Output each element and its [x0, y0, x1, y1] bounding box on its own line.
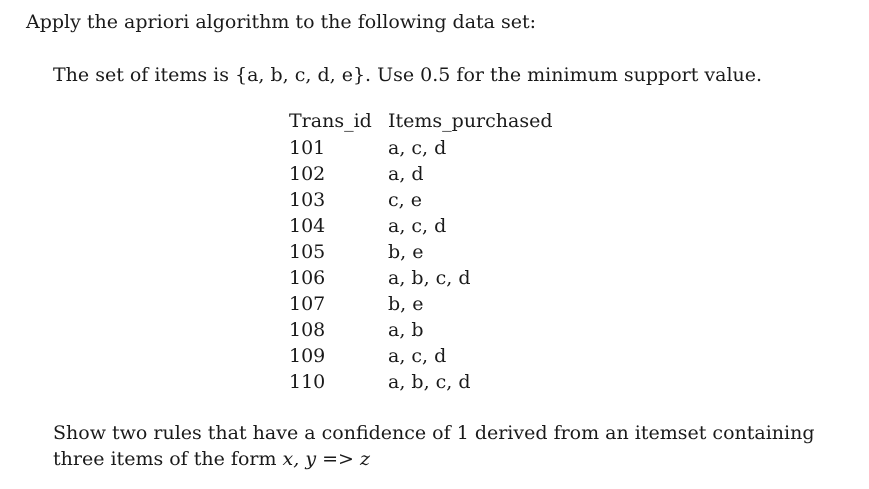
- page-title: Apply the apriori algorithm to the following data set:: [26, 11, 537, 33]
- column-header-trans-id: Trans_id: [289, 110, 372, 132]
- trans-id-cell: 109: [289, 345, 326, 367]
- question-body: Show two rules that have a confidence of 1 derived from an itemset containing three items of the form: [53, 422, 815, 470]
- table-row: [289, 343, 589, 369]
- trans-id-cell: 110: [289, 371, 326, 393]
- items-cell: a, b, c, d: [388, 267, 471, 289]
- items-cell: a, b, c, d: [388, 371, 471, 393]
- table-row: [289, 187, 589, 213]
- items-cell: b, e: [388, 293, 424, 315]
- items-cell: c, e: [388, 189, 422, 211]
- items-cell: a, c, d: [388, 345, 447, 367]
- items-cell: a, d: [388, 163, 424, 185]
- question-text: [53, 420, 843, 472]
- table-row: [289, 291, 589, 317]
- trans-id-cell: 102: [289, 163, 326, 185]
- table-row: [289, 317, 589, 343]
- table-row: [289, 213, 589, 239]
- table-row: [289, 135, 589, 161]
- table-row: [289, 161, 589, 187]
- items-cell: a, c, d: [388, 215, 447, 237]
- trans-id-cell: 103: [289, 189, 326, 211]
- trans-id-cell: 106: [289, 267, 326, 289]
- table-row: [289, 369, 589, 395]
- rule-formula: x, y => z: [282, 448, 370, 470]
- column-header-items-purchased: Items_purchased: [388, 110, 553, 132]
- table-row: [289, 239, 589, 265]
- trans-id-cell: 101: [289, 137, 326, 159]
- trans-id-cell: 108: [289, 319, 326, 341]
- items-cell: a, c, d: [388, 137, 447, 159]
- intro-text: The set of items is {a, b, c, d, e}. Use 0.5 for the minimum support value.: [53, 64, 763, 86]
- trans-id-cell: 105: [289, 241, 326, 263]
- trans-id-cell: 107: [289, 293, 326, 315]
- trans-id-cell: 104: [289, 215, 326, 237]
- table-row: [289, 265, 589, 291]
- items-cell: a, b: [388, 319, 424, 341]
- items-cell: b, e: [388, 241, 424, 263]
